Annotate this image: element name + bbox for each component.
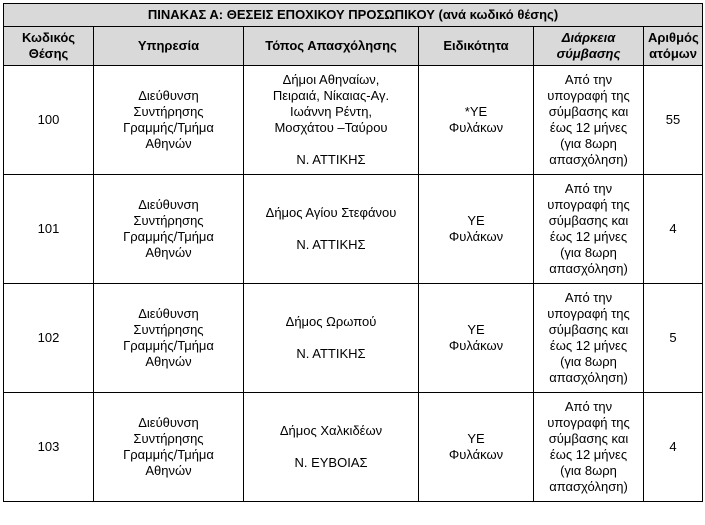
location-line: Μοσχάτου –Ταύρου [274,120,388,135]
location-spacer [248,136,414,152]
location-line: Δήμος Χαλκιδέων [279,423,383,438]
location-spacer [248,439,414,455]
cell-duration [534,284,644,393]
location-line: Πειραιά, Νίκαιας-Αγ. [272,88,390,103]
location-line: Δήμος Ωρωπού [285,314,377,329]
cell-specialty [419,175,534,284]
specialty-line: ΥΕ [467,431,485,446]
cell-code: 101 [4,175,94,284]
location-line: Δήμοι Αθηναίων, [282,72,380,87]
cell-location [244,66,419,175]
header-specialty: Ειδικότητα [419,27,534,66]
duration-line: απασχόληση) [549,261,628,276]
duration-line: Από την [564,399,613,414]
location-region: Ν. ΑΤΤΙΚΗΣ [296,346,366,361]
service-line: Συντήρησης [133,322,204,337]
location-spacer [248,221,414,237]
header-code-line: Κωδικός [21,30,76,45]
header-count [644,27,703,66]
service-line: Αθηνών [145,463,192,478]
table-title: ΠΙΝΑΚΑΣ Α: ΘΕΣΕΙΣ ΕΠΟΧΙΚΟΥ ΠΡΟΣΩΠΙΚΟΥ (ανά κωδικό θέσης) [4,4,703,27]
table-row [4,175,703,284]
duration-line: Από την [564,72,613,87]
service-line: Διεύθυνση [138,197,199,212]
cell-service [94,175,244,284]
cell-service [94,284,244,393]
service-line: Αθηνών [145,245,192,260]
cell-duration [534,393,644,502]
duration-line: (για 8ωρη [560,354,617,369]
duration-line: έως 12 μήνες [549,447,628,462]
header-code [4,27,94,66]
cell-specialty [419,284,534,393]
duration-line: σύμβασης και [548,213,629,228]
cell-specialty [419,393,534,502]
positions-table [3,3,703,502]
header-duration [534,27,644,66]
cell-duration [534,66,644,175]
specialty-line: ΥΕ [467,322,485,337]
header-service: Υπηρεσία [94,27,244,66]
location-line: Ιωάννη Ρέντη, [289,104,373,119]
service-line: Γραμμής/Τμήμα [123,447,214,462]
duration-line: έως 12 μήνες [549,120,628,135]
service-line: Γραμμής/Τμήμα [123,338,214,353]
header-location: Τόπος Απασχόλησης [244,27,419,66]
location-region: Ν. ΑΤΤΙΚΗΣ [296,237,366,252]
service-line: Συντήρησης [133,431,204,446]
cell-count: 4 [644,175,703,284]
service-line: Διεύθυνση [138,415,199,430]
table-row [4,284,703,393]
duration-line: (για 8ωρη [560,245,617,260]
cell-duration [534,175,644,284]
table-header-row [4,27,703,66]
cell-code: 102 [4,284,94,393]
duration-line: υπογραφή της [547,197,630,212]
duration-line: σύμβασης και [548,431,629,446]
cell-specialty [419,66,534,175]
service-line: Συντήρησης [133,213,204,228]
duration-line: υπογραφή της [547,306,630,321]
cell-code: 100 [4,66,94,175]
duration-line: σύμβασης και [548,322,629,337]
cell-location [244,393,419,502]
header-code-line: Θέσης [28,46,69,61]
service-line: Γραμμής/Τμήμα [123,229,214,244]
cell-count: 5 [644,284,703,393]
specialty-line: Φυλάκων [448,338,504,353]
specialty-line: Φυλάκων [448,229,504,244]
duration-line: έως 12 μήνες [549,338,628,353]
header-duration-line: Διάρκεια [561,30,616,45]
cell-count: 55 [644,66,703,175]
location-line: Δήμος Αγίου Στεφάνου [265,205,397,220]
specialty-line: ΥΕ [467,213,485,228]
cell-location [244,175,419,284]
service-line: Διεύθυνση [138,88,199,103]
location-region: Ν. ΕΥΒΟΙΑΣ [294,455,368,470]
duration-line: Από την [564,181,613,196]
duration-line: έως 12 μήνες [549,229,628,244]
service-line: Αθηνών [145,354,192,369]
duration-line: Από την [564,290,613,305]
duration-line: (για 8ωρη [560,463,617,478]
table-title-row [4,4,703,27]
duration-line: απασχόληση) [549,479,628,494]
duration-line: σύμβασης και [548,104,629,119]
duration-line: (για 8ωρη [560,136,617,151]
service-line: Αθηνών [145,136,192,151]
table-row [4,393,703,502]
specialty-line: Φυλάκων [448,120,504,135]
specialty-line: Φυλάκων [448,447,504,462]
duration-line: απασχόληση) [549,152,628,167]
service-line: Συντήρησης [133,104,204,119]
header-duration-line: σύμβασης [556,46,621,61]
specialty-line: *ΥΕ [464,104,488,119]
cell-location [244,284,419,393]
service-line: Γραμμής/Τμήμα [123,120,214,135]
cell-code: 103 [4,393,94,502]
service-line: Διεύθυνση [138,306,199,321]
cell-count: 4 [644,393,703,502]
header-count-line: Αριθμός [648,30,699,45]
location-spacer [248,330,414,346]
duration-line: υπογραφή της [547,88,630,103]
header-count-line: ατόμων [649,46,697,61]
location-region: Ν. ΑΤΤΙΚΗΣ [296,152,366,167]
duration-line: απασχόληση) [549,370,628,385]
cell-service [94,393,244,502]
table-row [4,66,703,175]
duration-line: υπογραφή της [547,415,630,430]
cell-service [94,66,244,175]
